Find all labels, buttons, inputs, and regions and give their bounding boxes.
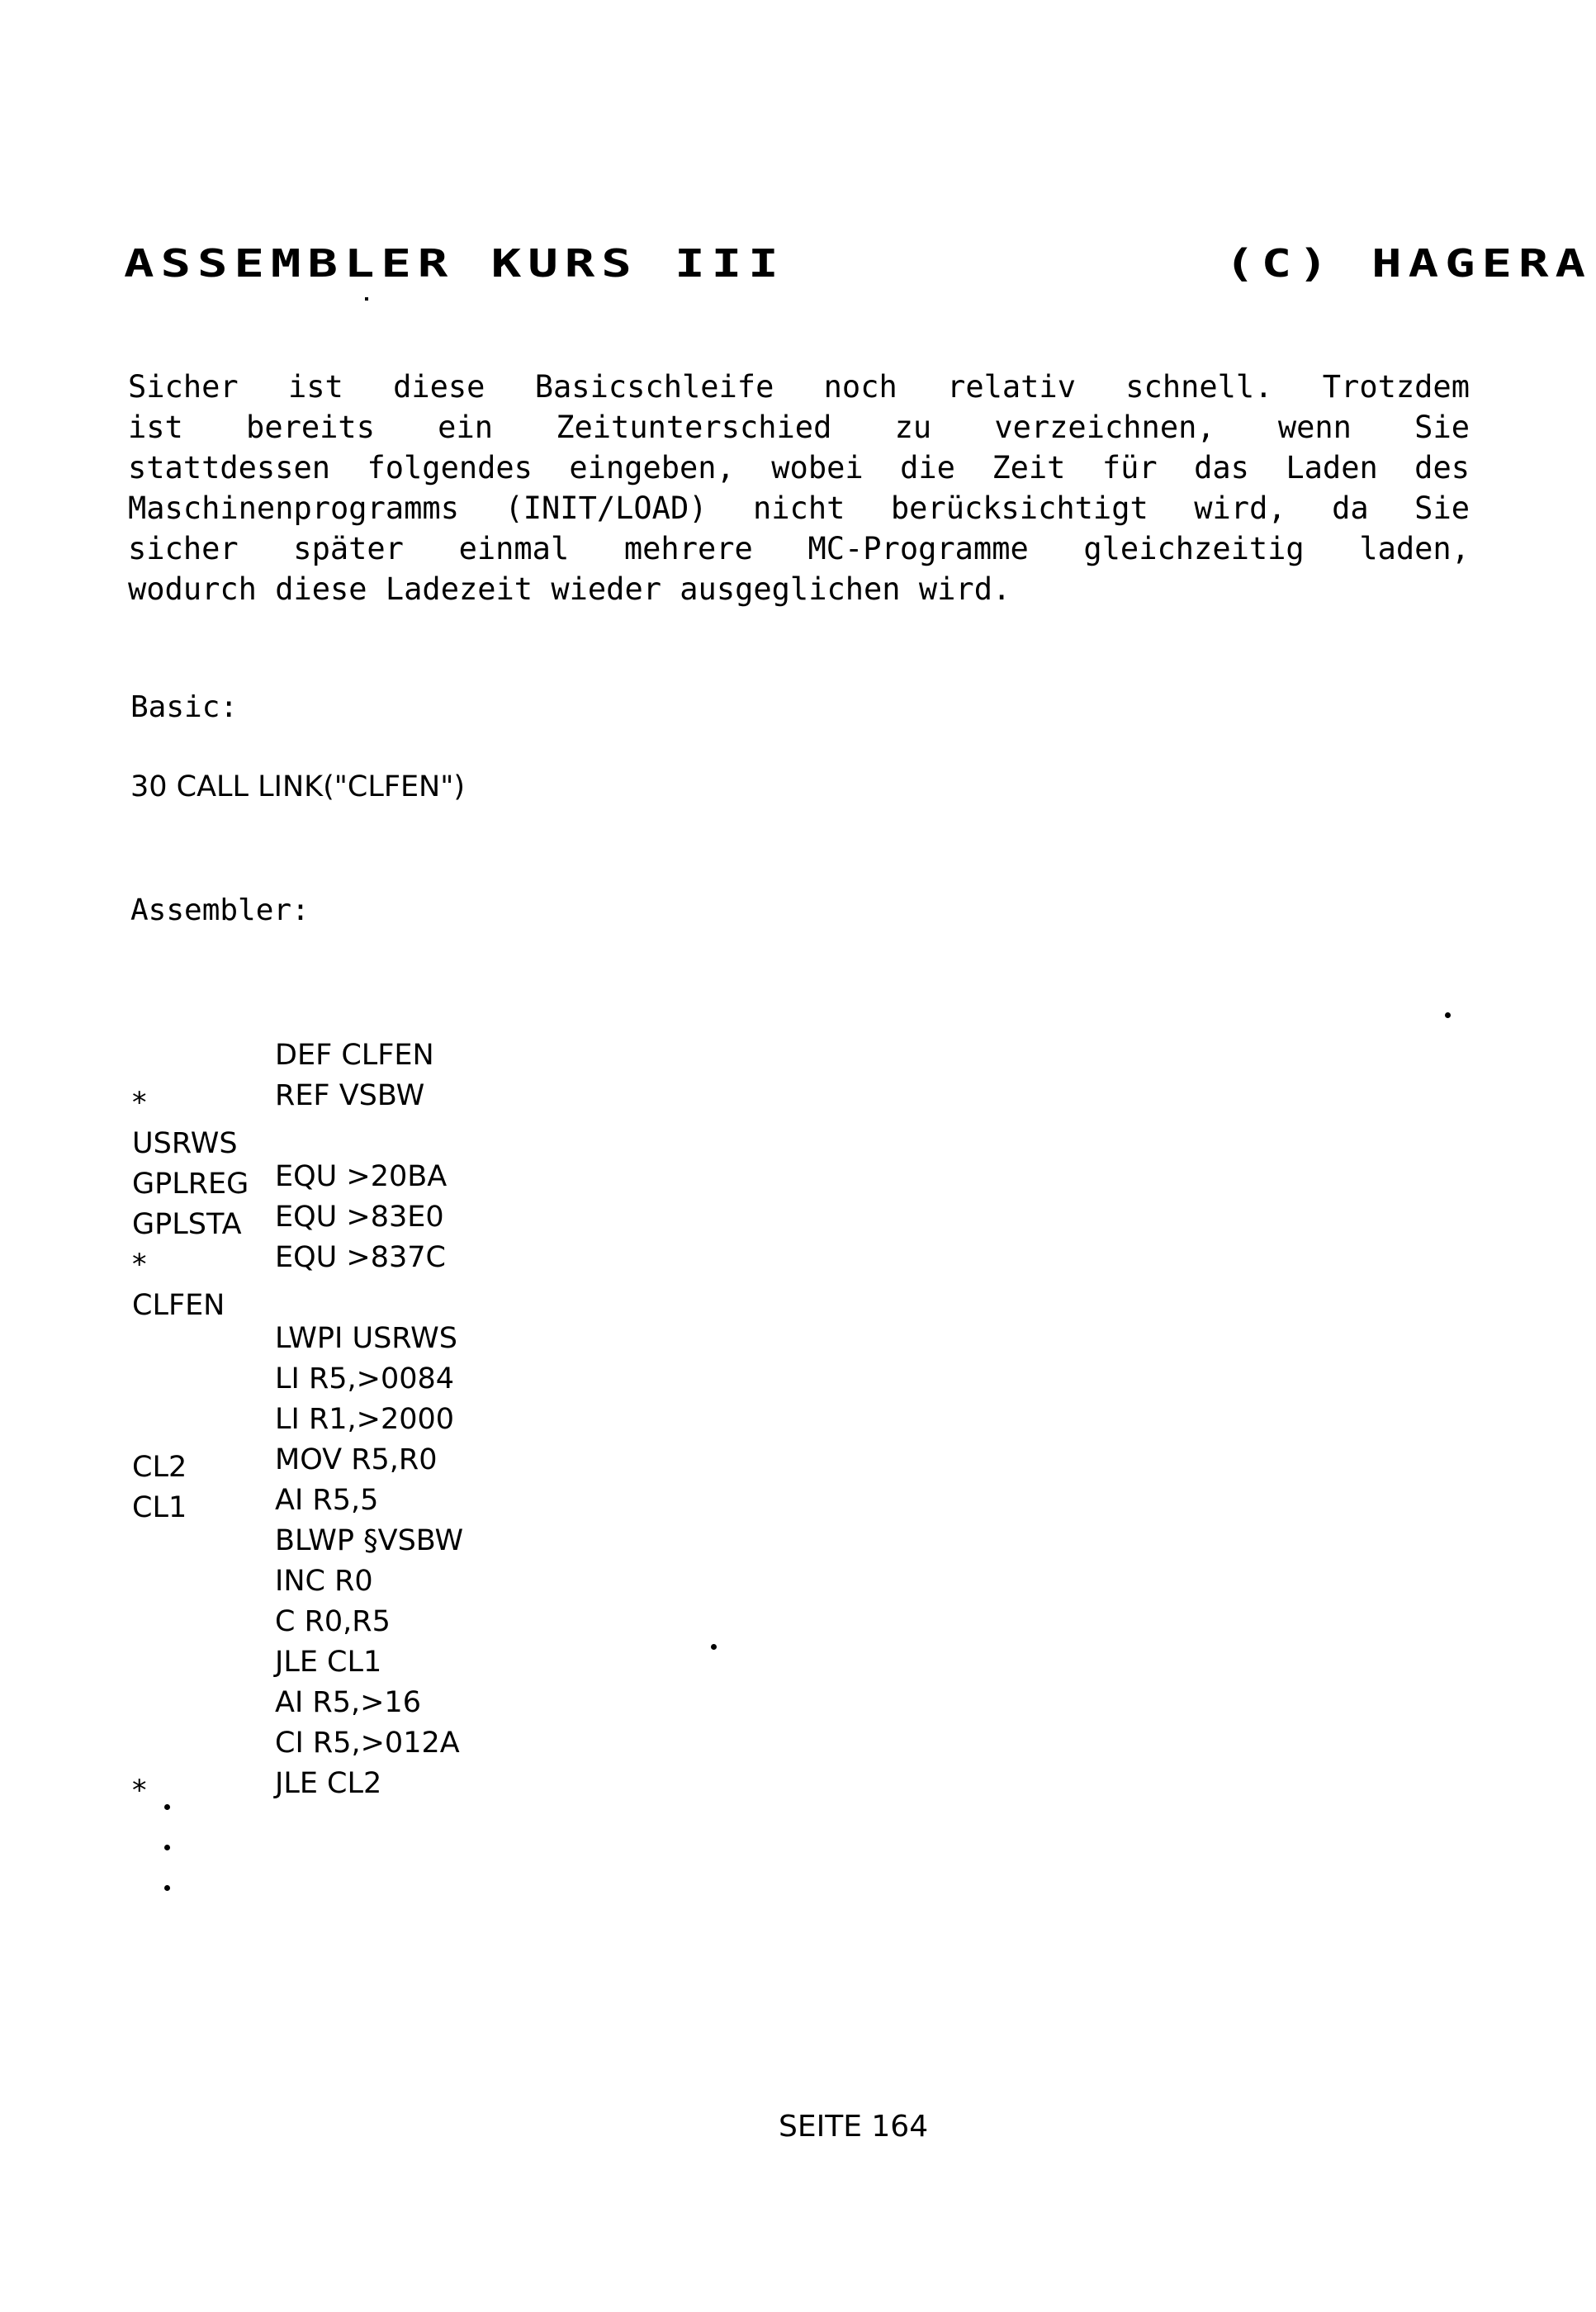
code-instruction: AI R5,>16: [275, 1686, 421, 1719]
ellipsis-dot: [164, 1885, 170, 1891]
ellipsis-dot: [164, 1845, 170, 1850]
paragraph-line: stattdessen folgendes eingeben, wobei die Zeit für das Laden des: [128, 450, 1470, 486]
code-label: CL1: [132, 1491, 187, 1524]
code-instruction: MOV R5,R0: [275, 1443, 438, 1476]
code-instruction: JLE CL1: [275, 1646, 382, 1679]
basic-label: Basic:: [130, 690, 239, 724]
header-copyright: (C) HAGERA: [1224, 241, 1592, 286]
code-instruction: JLE CL2: [275, 1767, 382, 1800]
code-instruction: REF VSBW: [275, 1079, 425, 1112]
stray-dot: [1445, 1012, 1451, 1018]
code-instruction: EQU >20BA: [275, 1160, 448, 1193]
code-instruction: BLWP §VSBW: [275, 1524, 464, 1557]
code-line: [0, 973, 434, 1072]
code-instruction: C R0,R5: [275, 1605, 391, 1638]
code-instruction: EQU >83E0: [275, 1201, 444, 1234]
page-number: SEITE 164: [779, 2110, 929, 2144]
code-line: [0, 1054, 147, 1120]
code-line: [0, 1215, 147, 1282]
code-label: *: [132, 1774, 147, 1807]
code-label: USRWS: [132, 1127, 238, 1160]
basic-code-line: 30 CALL LINK("CLFEN"): [130, 770, 465, 803]
code-instruction: LI R5,>0084: [275, 1362, 455, 1395]
stray-mark: [365, 297, 368, 301]
paragraph-line: Sicher ist diese Basicschleife noch relativ schnell. Trotzdem: [128, 369, 1470, 405]
code-label: *: [132, 1087, 147, 1120]
code-instruction: LI R1,>2000: [275, 1403, 455, 1436]
paragraph-line: wodurch diese Ladezeit wieder ausgeglichen wird.: [128, 571, 1011, 607]
code-label: *: [132, 1248, 147, 1282]
code-instruction: INC R0: [275, 1565, 373, 1598]
ellipsis-dot: [164, 1804, 170, 1810]
header-title: ASSEMBLER KURS III: [124, 241, 785, 286]
paragraph-line: Maschinenprogramms (INIT/LOAD) nicht berücksichtigt wird, da Sie: [128, 490, 1470, 526]
code-label: CLFEN: [132, 1289, 225, 1322]
code-instruction: CI R5,>012A: [275, 1727, 460, 1760]
code-instruction: AI R5,5: [275, 1484, 379, 1517]
code-label: GPLREG: [132, 1168, 249, 1201]
page-header: [124, 241, 1596, 291]
code-label: CL2: [132, 1451, 187, 1484]
code-instruction: DEF CLFEN: [275, 1039, 434, 1072]
code-label: GPLSTA: [132, 1208, 242, 1241]
paragraph-line: sicher später einmal mehrere MC-Programme gleichzeitig laden,: [128, 531, 1470, 566]
code-instruction: LWPI USRWS: [275, 1322, 458, 1355]
code-instruction: EQU >837C: [275, 1241, 446, 1274]
assembler-label: Assembler:: [130, 893, 310, 927]
stray-dot: [711, 1644, 717, 1650]
paragraph-line: ist bereits ein Zeitunterschied zu verzeichnen, wenn Sie: [128, 410, 1470, 445]
code-line: [0, 1741, 147, 1807]
